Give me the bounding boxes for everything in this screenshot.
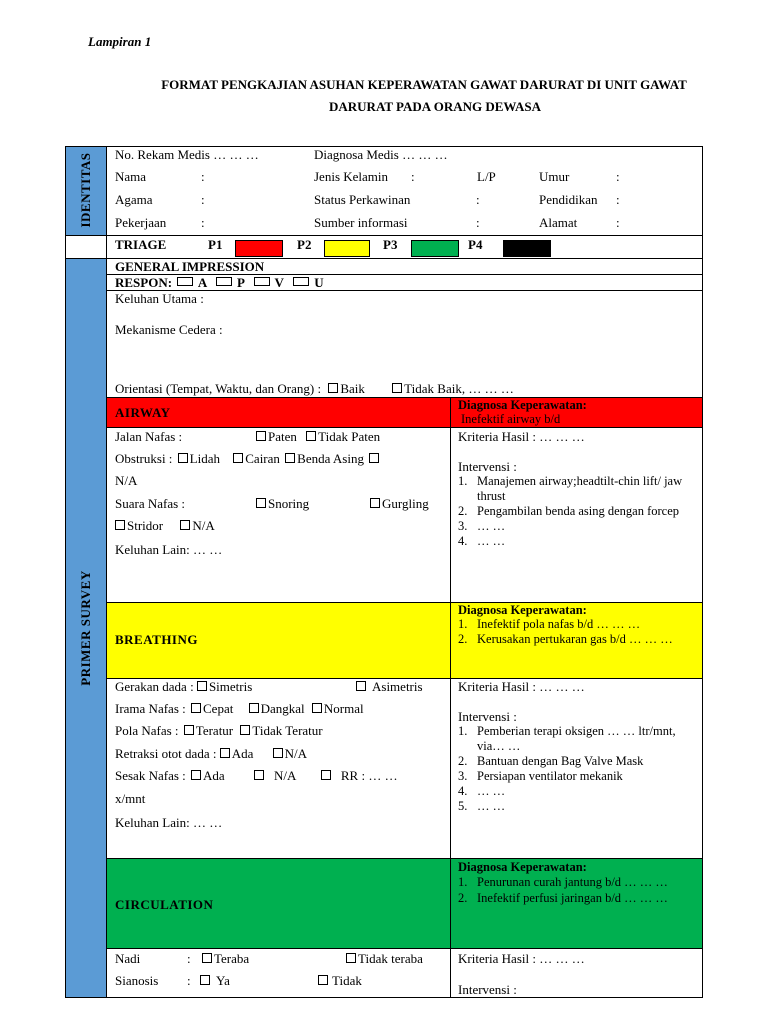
rr-label: RR : … … [340,768,398,783]
gurgling-label: Gurgling [382,496,429,511]
respon-label: RESPON: [115,275,173,290]
cepat-label: Cepat [203,701,234,716]
teraba-checkbox[interactable] [202,953,212,963]
respon-v-checkbox[interactable] [254,277,270,286]
respon-u-checkbox[interactable] [293,277,309,286]
snoring-option [256,496,309,512]
triage-p1-box[interactable] [235,240,283,257]
circulation-diagnosa-list [455,875,677,906]
triage-p3-label: P3 [383,237,398,252]
retraksi-ada-checkbox[interactable] [220,748,230,758]
sesak-na-checkbox[interactable] [254,770,264,780]
list-item: 4. … … [458,784,506,798]
teratur-checkbox[interactable] [184,725,194,735]
sesak-ada-checkbox[interactable] [191,770,201,780]
gerakan-dada-row [115,679,252,695]
breathing-diagnosa-list [455,617,695,647]
nadi-label: Nadi [115,951,141,966]
umur-colon: : [616,169,620,184]
row-divider [65,235,703,236]
paten-label: Paten [268,429,297,444]
triage-p4-label: P4 [468,237,483,252]
tidak-teraba-checkbox[interactable] [346,953,356,963]
airway-intervensi-list [455,474,695,549]
snoring-label: Snoring [268,496,310,511]
benda-asing-checkbox[interactable] [285,453,295,463]
obstruksi-label: Obstruksi : [115,451,173,466]
tidak-checkbox[interactable] [318,975,328,985]
normal-label: Normal [323,701,364,716]
orientasi-tidak-baik-checkbox[interactable] [392,383,402,393]
agama-label: Agama [115,192,153,207]
agama-colon: : [201,192,205,207]
circulation-intervensi-label: Intervensi : [458,982,517,997]
tidak-label: Tidak [332,973,362,988]
teratur-label: Teratur [195,723,234,738]
sesak-nafas-row [115,768,398,784]
triage-p3-box[interactable] [411,240,459,257]
col-divider [450,397,451,997]
lampiran-label: Lampiran 1 [88,34,152,49]
paten-checkbox[interactable] [256,431,266,441]
row-divider [106,858,703,859]
retraksi-na-label: N/A [284,746,308,761]
row-divider [106,427,703,428]
respon-a-checkbox[interactable] [177,277,193,286]
sidebar-primer-label: PRIMER SURVEY [78,570,93,686]
gerakan-dada-label: Gerakan dada : [115,679,194,694]
pola-nafas-label: Pola Nafas : [115,723,179,738]
retraksi-na-checkbox[interactable] [273,748,283,758]
pendidikan-colon: : [616,192,620,207]
stridor-na-label: N/A [192,518,215,533]
list-item: 2. Bantuan dengan Bag Valve Mask [458,754,644,768]
retraksi-label: Retraksi otot dada : [115,746,217,761]
tidak-option [318,973,362,989]
stridor-checkbox[interactable] [115,520,125,530]
stridor-na-checkbox[interactable] [180,520,190,530]
gurgling-option [370,496,429,512]
umur-label: Umur [539,169,570,184]
form-title-line2: DARURAT PADA ORANG DEWASA [329,99,541,114]
lidah-checkbox[interactable] [178,453,188,463]
jalan-nafas-options [256,429,380,445]
airway-intervensi-label: Intervensi : [458,459,517,474]
jalan-nafas-label: Jalan Nafas : [115,429,183,444]
dangkal-checkbox[interactable] [249,703,259,713]
airway-diagnosa-item: Inefektif airway b/d [461,412,561,426]
sesak-na-label: N/A [273,768,296,783]
jenis-kelamin-colon: : [411,169,415,184]
dangkal-label: Dangkal [260,701,305,716]
obstruksi-na-checkbox[interactable] [369,453,379,463]
rr-checkbox[interactable] [321,770,331,780]
stridor-row [115,518,215,534]
cairan-label: Cairan [245,451,280,466]
irama-nafas-row [115,701,364,717]
mekanisme-cedera-label: Mekanisme Cedera : [115,322,223,337]
cepat-checkbox[interactable] [191,703,201,713]
asimetris-option [356,679,423,695]
triage-p2-box[interactable] [324,240,370,257]
teraba-option [202,951,249,967]
cairan-checkbox[interactable] [233,453,243,463]
tidak-paten-checkbox[interactable] [306,431,316,441]
sidebar-identitas-label: IDENTITAS [78,152,93,228]
breathing-kriteria-hasil: Kriteria Hasil : … … … [458,679,585,694]
rr-unit: x/mnt [115,791,146,806]
pola-nafas-row [115,723,323,739]
sianosis-label: Sianosis [115,973,159,988]
status-perkawinan-label: Status Perkawinan [314,192,411,207]
airway-header-bg [107,397,702,427]
orientasi-row [115,381,514,397]
sianosis-colon: : [187,973,191,988]
teraba-label: Teraba [214,951,250,966]
pekerjaan-label: Pekerjaan [115,215,167,230]
simetris-checkbox[interactable] [197,681,207,691]
circulation-heading: CIRCULATION [115,897,214,912]
tidak-teratur-label: Tidak Teratur [252,723,323,738]
list-item: 3. Persiapan ventilator mekanik [458,769,623,783]
respon-row [115,275,324,291]
triage-p4-box[interactable] [503,240,551,257]
nama-label: Nama [115,169,147,184]
nadi-colon: : [187,951,191,966]
alamat-label: Alamat [539,215,578,230]
list-item: 3. … … [458,519,506,533]
stridor-label: Stridor [127,518,164,533]
normal-checkbox[interactable] [312,703,322,713]
list-item: 2. Pengambilan benda asing dengan forcep [458,504,680,518]
breathing-keluhan-lain: Keluhan Lain: … … [115,815,223,830]
alamat-colon: : [616,215,620,230]
tidak-teratur-checkbox[interactable] [240,725,250,735]
list-item: 1. Pemberian terapi oksigen … … ltr/mnt, via… … [458,724,676,753]
list-item: 5. … … [458,799,506,813]
diagnosa-medis: Diagnosa Medis … … … [314,147,448,162]
gurgling-checkbox[interactable] [370,498,380,508]
lp-value: L/P [477,169,496,184]
orientasi-tidak-baik-label: Tidak Baik, … … … [404,381,514,396]
no-rekam-medis: No. Rekam Medis … … … [115,147,259,162]
keluhan-utama-label: Keluhan Utama : [115,291,204,306]
lidah-label: Lidah [189,451,220,466]
obstruksi-row [115,451,381,467]
triage-label: TRIAGE [115,237,167,252]
pendidikan-label: Pendidikan [539,192,598,207]
obstruksi-na-label: N/A [115,473,138,488]
general-impression-heading: GENERAL IMPRESSION [115,259,265,274]
list-item: 4. … … [458,534,506,548]
respon-p-label: P [237,275,245,290]
sumber-colon: : [476,215,480,230]
snoring-checkbox[interactable] [256,498,266,508]
simetris-label: Simetris [208,679,253,694]
irama-nafas-label: Irama Nafas : [115,701,186,716]
orientasi-label: Orientasi (Tempat, Waktu, dan Orang) : [115,381,322,396]
tidak-teraba-option [346,951,423,967]
benda-asing-label: Benda Asing [297,451,364,466]
airway-kriteria-hasil: Kriteria Hasil : … … … [458,429,585,444]
list-item: 1. Penurunan curah jantung b/d … … … [458,875,668,889]
orientasi-baik-label: Baik [340,381,365,396]
col-divider [106,146,107,998]
breathing-diagnosa-title: Diagnosa Keperawatan: [458,603,587,617]
col-divider [702,146,703,998]
circulation-diagnosa-title: Diagnosa Keperawatan: [458,860,587,874]
asimetris-checkbox[interactable] [356,681,366,691]
respon-a-label: A [197,275,207,290]
sesak-ada-label: Ada [203,768,225,783]
col-divider [65,146,66,998]
nama-colon: : [201,169,205,184]
list-item: 2. Kerusakan pertukaran gas b/d … … … [458,632,673,646]
list-item: 1. Manajemen airway;headtilt-chin lift/ jaw thrust [458,474,683,503]
row-divider [106,948,703,949]
airway-keluhan-lain: Keluhan Lain: … … [115,542,223,557]
jenis-kelamin-label: Jenis Kelamin [314,169,389,184]
breathing-intervensi-label: Intervensi : [458,709,517,724]
airway-diagnosa-title: Diagnosa Keperawatan: [458,398,587,412]
ya-label: Ya [216,973,230,988]
ya-option [200,973,230,989]
airway-heading: AIRWAY [115,405,171,420]
retraksi-row [115,746,307,762]
sumber-informasi-label: Sumber informasi [314,215,408,230]
form-title-line1: FORMAT PENGKAJIAN ASUHAN KEPERAWATAN GAWAT DARURAT DI UNIT GAWAT [161,77,687,92]
breathing-heading: BREATHING [115,632,198,647]
ya-checkbox[interactable] [200,975,210,985]
suara-nafas-label: Suara Nafas : [115,496,186,511]
list-item: 1. Inefektif pola nafas b/d … … … [458,617,641,631]
respon-u-label: U [314,275,324,290]
retraksi-ada-label: Ada [231,746,254,761]
breathing-intervensi-list [455,724,695,814]
row-divider [106,397,703,398]
list-item: 2. Inefektif perfusi jaringan b/d … … … [458,891,668,905]
orientasi-baik-checkbox[interactable] [328,383,338,393]
respon-p-checkbox[interactable] [216,277,232,286]
pekerjaan-colon: : [201,215,205,230]
circulation-kriteria-hasil: Kriteria Hasil : … … … [458,951,585,966]
table-bottom-border [65,997,703,998]
sesak-nafas-label: Sesak Nafas : [115,768,186,783]
tidak-teraba-label: Tidak teraba [358,951,423,966]
status-colon: : [476,192,480,207]
asimetris-label: Asimetris [372,679,423,694]
row-divider [106,602,703,603]
triage-p2-label: P2 [297,237,312,252]
respon-v-label: V [274,275,284,290]
tidak-paten-label: Tidak Paten [318,429,381,444]
triage-p1-label: P1 [208,237,223,252]
